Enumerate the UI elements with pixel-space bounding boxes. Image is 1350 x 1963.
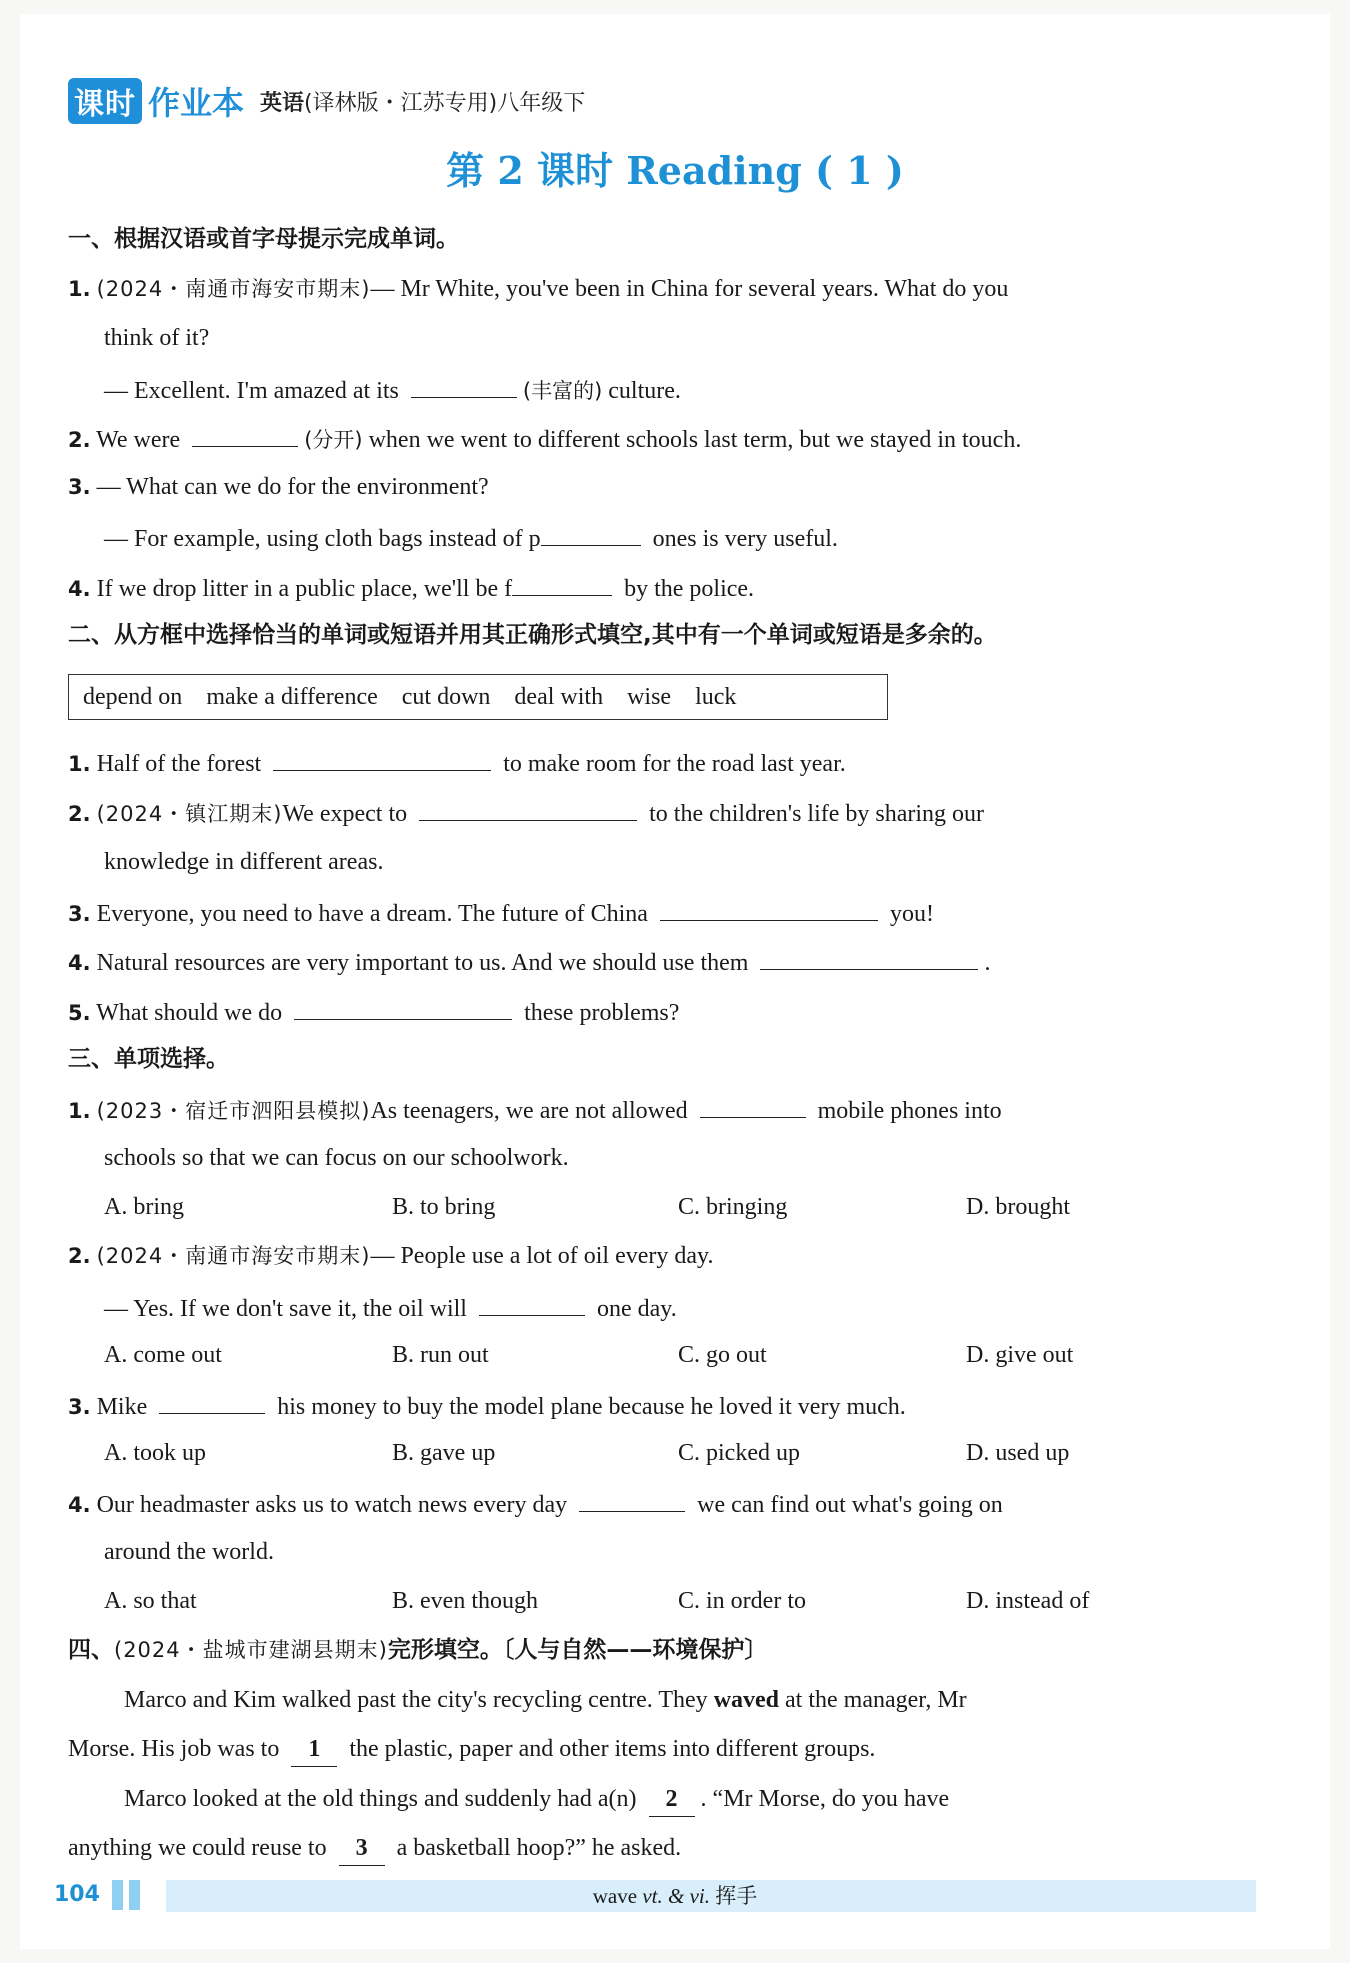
answer-blank[interactable] [660,894,878,921]
s1-q4: 4. If we drop litter in a public place, we'll be f by the police. [68,569,754,606]
s3-q4-line2: around the world. [104,1539,274,1565]
s3-q2-line1: 2. (2024・南通市海安市期末)— People use a lot of oil every day. [68,1243,714,1269]
page-number: 104 [54,1882,100,1907]
s1-q1-line3: — Excellent. I'm amazed at its (丰富的) culture. [104,371,681,408]
answer-blank[interactable] [411,371,517,398]
answer-blank[interactable] [192,420,298,447]
answer-blank[interactable] [419,794,637,821]
option-a[interactable]: A. took up [104,1440,206,1466]
word-box-item: cut down [401,683,491,710]
option-d[interactable]: D. used up [966,1440,1070,1466]
logo-zyb: 作业本 [148,84,245,122]
option-a[interactable]: A. come out [104,1342,222,1368]
s1-q1-line1: 1. (2024・南通市海安市期末)— Mr White, you've been in China for several years. What do you [68,276,1009,302]
answer-blank[interactable] [273,744,491,771]
footer-gloss: wave vt. & vi. 挥手 [592,1884,758,1908]
s1-q3-line1: 3. — What can we do for the environment? [68,474,489,500]
answer-blank[interactable] [512,569,612,596]
answer-blank[interactable] [700,1091,806,1118]
s1-q3-line2: — For example, using cloth bags instead of p ones is very useful. [104,519,838,556]
answer-blank[interactable] [760,943,978,970]
cloze-blank-1[interactable]: 1 [291,1732,337,1767]
book-logo [68,78,244,124]
cloze-p1-line2: Morse. His job was to 1 the plastic, paper and other items into different groups. [68,1732,875,1767]
option-d[interactable]: D. brought [966,1194,1070,1220]
option-d[interactable]: D. give out [966,1342,1074,1368]
option-b[interactable]: B. gave up [392,1440,496,1466]
option-b[interactable]: B. run out [392,1342,489,1368]
word-box-item: luck [695,683,737,710]
cloze-p2-line2: anything we could reuse to 3 a basketball hoop?” he asked. [68,1831,681,1866]
option-c[interactable]: C. bringing [678,1194,788,1220]
word-box-item: depend on [83,683,183,710]
word-box-item: deal with [514,683,604,710]
answer-blank[interactable] [479,1289,585,1316]
section-1-heading: 一、根据汉语或首字母提示完成单词。 [68,226,459,252]
book-info [260,86,585,117]
s3-q1-line1: 1. (2023・宿迁市泗阳县模拟)As teenagers, we are not allowed mobile phones into [68,1091,1002,1128]
s2-q2-line1: 2. (2024・镇江期末)We expect to to the children's life by sharing our [68,794,984,831]
book-header [68,78,585,124]
word-box-item: wise [627,683,672,710]
s1-q1-line2: think of it? [104,325,210,351]
option-c[interactable]: C. picked up [678,1440,800,1466]
s3-q4-line1: 4. Our headmaster asks us to watch news every day we can find out what's going on [68,1485,1003,1522]
book-subject: 英语 [260,90,305,116]
book-info-text: (译林版・江苏专用)八年级下 [304,90,586,116]
section-2-heading: 二、从方框中选择恰当的单词或短语并用其正确形式填空,其中有一个单词或短语是多余的。 [68,622,997,648]
option-d[interactable]: D. instead of [966,1588,1090,1614]
option-a[interactable]: A. bring [104,1194,184,1220]
option-b[interactable]: B. even though [392,1588,538,1614]
answer-blank[interactable] [159,1387,265,1414]
s3-q1-line2: schools so that we can focus on our schoolwork. [104,1145,569,1171]
cloze-p2-line1: Marco looked at the old things and suddenly had a(n) 2 . “Mr Morse, do you have [124,1782,949,1817]
section-3-heading: 三、单项选择。 [68,1046,229,1072]
answer-blank[interactable] [541,519,641,546]
cloze-blank-2[interactable]: 2 [649,1782,695,1817]
s2-q4: 4. Natural resources are very important to us. And we should use them . [68,943,990,980]
word-box-item: make a difference [206,683,378,710]
answer-blank[interactable] [294,993,512,1020]
option-a[interactable]: A. so that [104,1588,197,1614]
s3-q2-line2: — Yes. If we don't save it, the oil will one day. [104,1289,677,1326]
section-4-heading: 四、(2024・盐城市建湖县期末)完形填空。〔人与自然——环境保护〕 [68,1637,768,1663]
s1-q2: 2. We were (分开) when we went to different schools last term, but we stayed in touch. [68,420,1021,457]
option-b[interactable]: B. to bring [392,1194,496,1220]
option-c[interactable]: C. go out [678,1342,767,1368]
cloze-p1-line1: Marco and Kim walked past the city's recycling centre. They waved at the manager, Mr [124,1687,967,1713]
s2-q1: 1. Half of the forest to make room for the road last year. [68,744,846,781]
answer-blank[interactable] [579,1485,685,1512]
s2-q5: 5. What should we do these problems? [68,993,679,1030]
cloze-blank-3[interactable]: 3 [339,1831,385,1866]
s3-q3: 3. Mike his money to buy the model plane because he loved it very much. [68,1387,906,1424]
option-c[interactable]: C. in order to [678,1588,806,1614]
word-box [68,674,888,720]
s2-q2-line2: knowledge in different areas. [104,849,384,875]
s2-q3: 3. Everyone, you need to have a dream. The future of China you! [68,894,934,931]
logo-kt: 课时 [68,78,142,124]
page-title: 第 2 课时 Reading ( 1 ) [446,148,904,193]
